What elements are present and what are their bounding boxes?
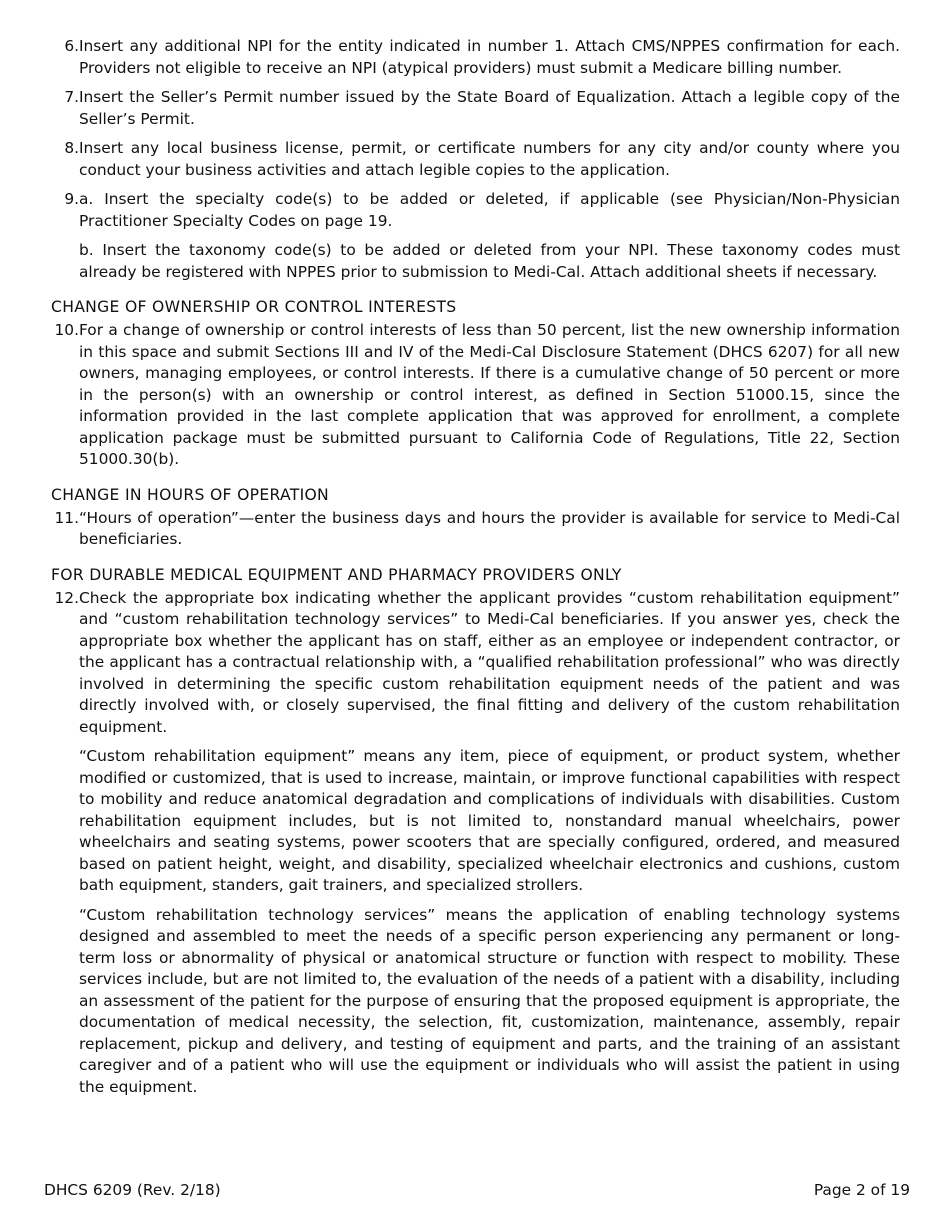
instruction-item-10 bbox=[44, 320, 900, 471]
item-number: 7. bbox=[64, 88, 79, 106]
instruction-item-9 bbox=[44, 189, 900, 283]
item-body bbox=[79, 189, 900, 283]
item-number: 12. bbox=[54, 588, 79, 607]
item-body bbox=[79, 36, 900, 79]
item-body bbox=[79, 87, 900, 130]
item-number: 6. bbox=[64, 37, 79, 55]
item-number: 9. bbox=[64, 190, 79, 208]
page-number: Page 2 of 19 bbox=[813, 1181, 910, 1199]
item-number: 11. bbox=[54, 508, 79, 527]
item-number: 8. bbox=[64, 139, 79, 157]
item-body bbox=[79, 320, 900, 471]
item-text: Insert the Seller’s Permit number issued by the State Board of Equalization. Attach a legible copy of the Seller’s Permit. bbox=[79, 88, 900, 128]
instruction-item-8 bbox=[44, 138, 900, 181]
instruction-item-6 bbox=[44, 36, 900, 79]
form-id: DHCS 6209 (Rev. 2/18) bbox=[44, 1181, 221, 1199]
item-body bbox=[79, 138, 900, 181]
definition-custom-equipment: “Custom rehabilitation equipment” means any item, piece of equipment, or product system, whether modified or customized, that is used to increase, maintain, or improve functional capabilities with respect to mobility and reduce anatomical degradation and complications of individuals with disabilities. Custom rehabilitation equipment includes, but is not limited to, nonstandard manual wheelchairs, power wheelchairs and seating systems, power scooters that are specially configured, ordered, and measured based on patient height, weight, and disability, specialized wheelchair electronics and cushions, custom bath equipment, standers, gait trainers, and specialized strollers. bbox=[79, 747, 900, 894]
item-number: 10. bbox=[54, 321, 79, 339]
instruction-item-11 bbox=[44, 508, 900, 551]
item-text: Check the appropriate box indicating whether the applicant provides “custom rehabilitation equipment” and “custom rehabilitation technology services” to Medi-Cal beneficiaries. If you answer yes, check the appropriate box whether the applicant has on staff, either as an employee or independent contractor, or the applicant has a contractual relationship with, a “qualified rehabilitation professional” who was directly involved in determining the specific custom rehabilitation equipment needs of the patient and was directly involved with, or closely supervised, the final fitting and delivery of the custom rehabilitation equipment. bbox=[79, 588, 900, 736]
definition-custom-services: “Custom rehabilitation technology services” means the application of enabling technology systems designed and assembled to meet the needs of a specific person experiencing any permanent or long-term loss or abnormality of physical or anatomical structure or function with respect to mobility. These services include, but are not limited to, the evaluation of the needs of a patient with a disability, including an assessment of the patient for the purpose of ensuring that the proposed equipment is appropriate, the documentation of medical necessity, the selection, fit, customization, maintenance, assembly, repair replacement, pickup and delivery, and testing of equipment and parts, and the training of an assistant caregiver and of a patient who will use the equipment or individuals who will assist the patient in using the equipment. bbox=[79, 905, 900, 1096]
instruction-item-12 bbox=[44, 588, 900, 1099]
item-text: Insert any local business license, permit, or certificate numbers for any city and/or county where you conduct your business activities and attach legible copies to the application. bbox=[79, 139, 900, 179]
item-text: For a change of ownership or control interests of less than 50 percent, list the new ownership information in this space and submit Sections III and IV of the Medi-Cal Disclosure Statement (DHCS 6207) for all new owners, managing employees, or control interests. If there is a cumulative change of 50 percent or more in the person(s) with an ownership or control interest, as defined in Section 51000.15, since the information provided in the last complete application that was approved for enrollment, a complete application package must be submitted pursuant to California Code of Regulations, Title 22, Section 51000.30(b). bbox=[79, 321, 900, 468]
instructions-content bbox=[44, 36, 900, 1106]
section-heading-dme: FOR DURABLE MEDICAL EQUIPMENT AND PHARMACY PROVIDERS ONLY bbox=[51, 565, 622, 584]
item-text: “Hours of operation”—enter the business days and hours the provider is available for service to Medi-Cal beneficiaries. bbox=[79, 508, 900, 548]
item-body bbox=[79, 508, 900, 551]
item-body bbox=[79, 588, 900, 1099]
instruction-item-7 bbox=[44, 87, 900, 130]
section-heading-ownership: CHANGE OF OWNERSHIP OR CONTROL INTERESTS bbox=[51, 298, 457, 316]
section-heading-hours: CHANGE IN HOURS OF OPERATION bbox=[51, 485, 330, 504]
item-text-a: a. Insert the specialty code(s) to be added or deleted, if applicable (see Physician/Non-Physician Practitioner Specialty Codes on page 19. bbox=[79, 190, 900, 230]
item-text: Insert any additional NPI for the entity indicated in number 1. Attach CMS/NPPES confirmation for each. Providers not eligible to receive an NPI (atypical providers) must submit a Medicare billing number. bbox=[79, 37, 900, 77]
item-text-b: b. Insert the taxonomy code(s) to be added or deleted from your NPI. These taxonomy codes must already be registered with NPPES prior to submission to Medi-Cal. Attach additional sheets if necessary. bbox=[79, 241, 900, 281]
